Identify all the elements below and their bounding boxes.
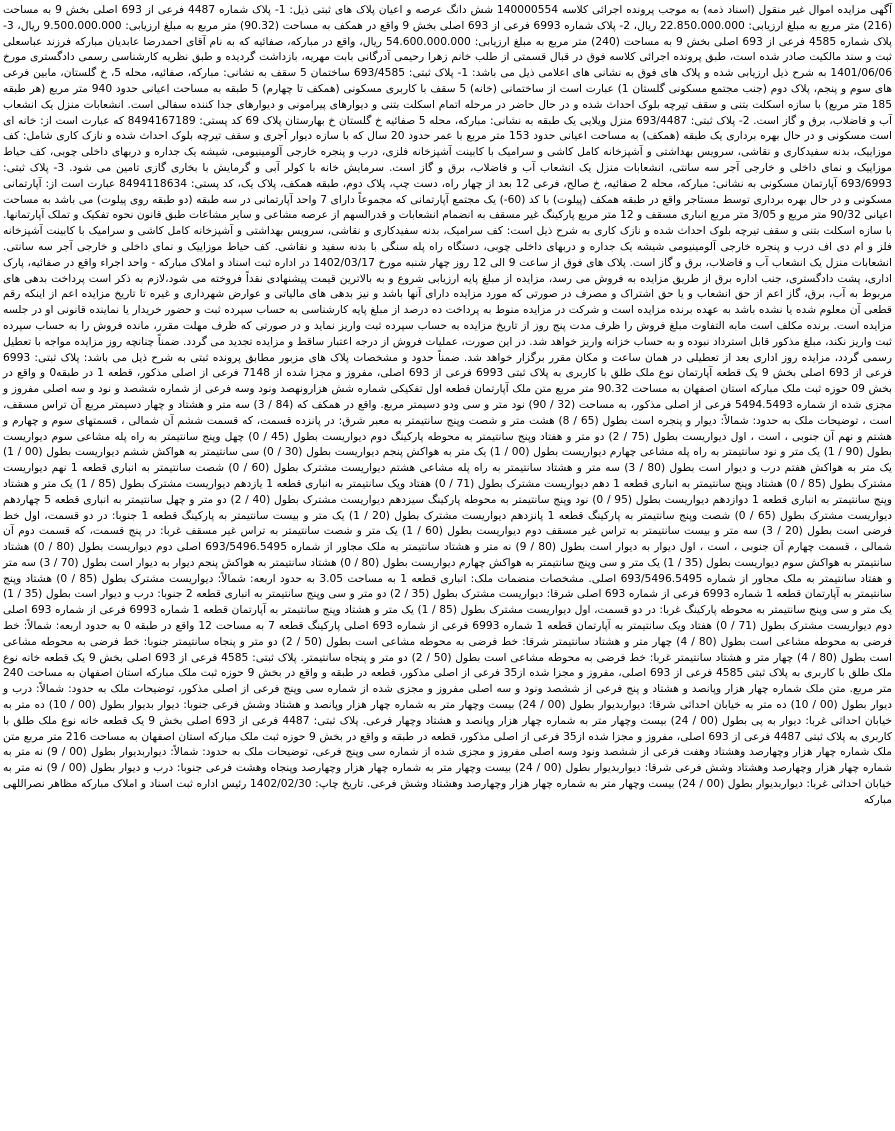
auction-notice-body: آگهی مزایده اموال غیر منقول (اسناد ذمه) به موجب پرونده اجرائی کلاسه 140000554 شش دانگ عرصه و اعیان پلاک های ثبتی ذیل: 1- پلاک شماره 4487 فرعی از 693 اصلی بخش 9 به مساحت (216) متر مربع به مبلغ ارزیابی: 22.850.000.000 ریال، 2- پلاک شماره 6993 فرعی از 693 اصلی بخش 9 واقع در همکف به مساحت (90.32) متر مربع به مبلغ ارزیابی: 9.500.000.000 ریال، 3-پلاک شماره 4585 فرعی از 693 اصلی بخش 9 به مساحت (240) متر مربع به مبلغ ارزیابی: 54.600.000.000 ریال، واقع در مبارکه، صفائیه که به نام آقای احمدرضا عابدیان مبارکه فرزند عباسعلی ثبت و سند مالکیت صادر شده است، طبق پرونده اجرائی کلاسه فوق در قبال قسمتی از طلب خانم زهرا رحیمی آدرگانی بابت مهریه، بازداشت گردیده و طبق نظریه کارشناسی رسمی دادگستری مورخ 1401/06/06 به شرح ذیل ارزیابی شده و پلاک های فوق به نشانی های اعلامی ذیل می باشد: 1- پلاک ثبتی: 693/4585 ساختمان 5 سقف به نشانی: مبارکه، صفائیه، محله 5، خ گلستان، مابین فرعی های سوم و پنجم، پلاک دوم (جنب مجتمع مسکونی گلستان 1) عبارت است از ساختمانی (خانه) 5 سقف با کاربری مسکونی (همکف تا چهارم) 5 طبقه به مساحت اعیانی حدود 940 متر مربع (هر طبقه 185 متر مربع) با سازه اسکلت بتنی و سقف تیرچه بلوک احداث شده و در حال حاضر در مرحله اتمام اسکلت بتنی و دیوارهای پیرامونی و دیوارهای جدا کننده سفالی است. انشعابات منزل یک انشعاب آب و فاضلاب، برق و گاز است. 2- پلاک ثبتی: 693/4487 منزل ویلایی یک طبقه به نشانی: مبارکه، محله 5 صفائیه خ گلستان خ بهارستان پلاک 69 کد پستی: 8494167189 که عبارت است از: خانه ای است مسکونی و در حال بهره برداری یک طبقه (همکف) به مساحت اعیانی حدود 153 متر مربع با عمر حدود 20 سال که با سازه دیوار آجری و سقف تیرچه بلوک احداث شده و نازک کاری شامل: کف موزاییک، بدنه سفیدکاری و نقاشی، سرویس بهداشتی و آشپزخانه کامل کاشی و سرامیک با کابینت آشپزخانه فلزی، درب و پنجره خارجی آلومینیومی، شیشه یک جداره و دربهای داخلی چوبی، کف حیاط موزاییک و نمای داخلی و خارجی آجر سه سانتی، انشعابات منزل یک انشعاب آب و فاضلاب، برق و گاز است. سرمایش خانه با کولر آبی و گرمایش با بخاری گازی تامین می شود. 3- پلاک ثبتی: 693/6993 آپارتمان مسکونی به نشانی: مبارکه، محله 2 صفائیه، خ صالح، فرعی 12 بعد از چهار راه، دست چپ، پلاک دوم، طبقه همکف، پلاک یک، کد پستی: 8494118634 عبارت است از: آپارتمانی مسکونی و در حال بهره برداری توسط مستاجر واقع در طبقه همکف (پیلوت) با کد (60-) یک مجتمع آپارتمانی که مجموعاً دارای 7 واحد آپارتمانی در سه طبقه (دو طبقه روی پیلوت) می باشد به مساحت اعیانی 90/32 متر مربع و 3/05 متر مربع انباری مسقف و 12 متر مربع پارکینگ غیر مسقف به انضمام انشعابات و قدرالسهم از عرصه مشاعی و سایر مشاعات طبق قانون نحوه تفکیک و تملک آپارتمانها. با سازه اسکلت بتنی و سقف تیرچه بلوک احداث شده و نازک کاری به شرح ذیل است: کف سرامیک، بدنه سفیدکاری و نقاشی، سرویس بهداشتی و آشپزخانه کامل کاشی و سرامیک با کابینت آشپزخانه فلز و ام دی اف درب و پنجره خارجی آلومینیومی شیشه یک جداره و دربهای داخلی چوبی، دستگاه راه پله سنگی با بدنه سفید و نقاشی. کف حیاط موزاییک و نمای داخلی و خارجی آجر سه سانتی. انشعابات منزل یک انشعاب آب و فاضلاب، برق و گاز است. پلاک های فوق از ساعت 9 الی 12 روز چهار شنبه مورخ 1402/03/17 در اداره ثبت اسناد و املاک مبارکه - واحد اجراء واقع در صفائیه، پارک اداری، پشت دادگستری، جنب اداره برق از طریق مزایده به فروش می رسد، مزایده از مبلغ پایه ارزیابی شروع و به بالاترین قیمت پیشنهادی نقداً فروخته می شود،لازم به ذکر است پرداخت بدهی های مربوط به آب، برق، گاز اعم از حق انشعاب و یا حق اشتراک و مصرف در صورتی که مورد مزایده دارای آنها باشد و نیز بدهی های مالیاتی و عوارض شهرداری و غیره تا تاریخ مزایده اعم از اینکه رقم قطعی آن معلوم شده یا نشده باشد به عهده برنده مزایده است و شرکت در مزایده منوط به پرداخت ده درصد از مبلغ پایه کارشناسی به حساب سپرده ثبت و حضور خریدار یا نماینده قانونی او در جلسه مزایده است. برنده مکلف است مابه التفاوت مبلغ فروش را ظرف مدت پنج روز از تاریخ مزایده به حساب سپرده ثبت واریز نماید و در صورتی که ظرف مهلت مقرر، مانده فروش را به حساب سپرده ثبت واریز نکند، مبلغ مذکور قابل استرداد نبوده و به حساب خزانه واریز خواهد شد. در این صورت، عملیات فروش از درجه اعتبار ساقط و مزایده تجدید می گردد. ضمناً چنانچه روز مزایده مواجه با تعطیل رسمی گردد، مزایده روز اداری بعد از تعطیلی در همان ساعت و مکان مقرر برگزار خواهد شد. ضمناً حدود و مشخصات پلاک های مزبور مطابق پرونده ثبتی به شرح ذیل می باشد: پلاک ثبتی: 6993 فرعی از 693 اصلی بخش 9 یک قطعه آپارتمان نوع ملک طلق با کاربری به پلاک ثبتی 6993 فرعی از 693 اصلی، مفروز و مجزا شده از 7148 فرعی از اصلی مذکور، قطعه 1 در طبقه0 و واقع در بخش 09 حوزه ثبت ملک مبارکه استان اصفهان به مساحت 90.32 متر مربع متن ملک آپارتمان قطعه اول تفکیکی شماره شش هزارونهصد ونود وسه فرعی از شماره ششصد و نود و سه اصلی مفروز و مجزی شده از شماره 5494.5493 فرعی از اصلی مذکور، به مساحت (32 / 90) نود متر و سی ودو دسیمتر مربع. واقع در همکف که (84 / 3) سه متر و هشتاد و چهار دسیمتر مربع آن تراس مسقف، است ، توضیحات ملک به حدود: شمالاً: دیوار و پنجره است بطول (65 / 8) هشت متر و شصت وپنج سانتیمتر به معبر شرق: در پانزده قسمت، که قسمت ششم آن شمالی ، قسمتهای سوم و چهارم و هشتم و نهم آن جنوبی ، است ، اول دیواریست بطول (75 / 2) دو متر و هفتاد وپنج سانتیمتر به محوطه پارکینگ دوم دیواریست بطول (45 / 0) چهل وپنج سانتیمتر به راه پله مشاعی سوم دیواریست بطول (90 / 1) یک متر و نود سانتیمتر به راه پله مشاعی چهارم دیواریست بطول (00 / 1) یک متر به هواکش پنجم دیواریست بطول (30 / 0) سی سانتیمتر به هواکش ششم دیواریست بطول (00 / 1) یک متر به هواکش هفتم درب و دیوار است بطول (80 / 3) سه متر و هشتاد سانتیمتر به راه پله مشاعی هشتم دیواریست مشترک بطول (60 / 0) شصت سانتیمتر به انباری قطعه 1 نهم دیواریست مشترک بطول (85 / 0) هشتاد وپنج سانتیمتر به انباری قطعه 1 دهم دیواریست مشترک بطول (71 / 0) هفتاد ویک سانتیمتر به انباری قطعه 1 یازدهم دیواریست مشترک بطول (85 / 1) یک متر و هشتاد وپنج سانتیمتر به انباری قطعه 1 دوازدهم دیواریست بطول (95 / 0) نود وپنج سانتیمتر به محوطه پارکینگ سیزدهم دیواریست مشترک بطول (40 / 2) دو متر و چهل سانتیمتر به انباری قطعه 5 چهاردهم دیواریست مشترک بطول (65 / 0) شصت وپنج سانتیمتر به پارکینگ قطعه 1 پانزدهم دیواریست مشترک بطول (20 / 1) یک متر و بیست سانتیمتر به پارکینگ قطعه 1 جنوبا: در دو قسمت، اول خط فرضی است بطول (20 / 3) سه متر و بیست سانتیمتر به تراس غیر مسقف دوم دیواریست بطول (60 / 1) یک متر و شصت سانتیمتر به تراس غیر مسقف غربا: در پنج قسمت، که قسمت دوم آن شمالی ، قسمت چهارم آن جنوبی ، است ، اول دیوار به دیوار است بطول (80 / 9) نه متر و هشتاد سانتیمتر به ملک مجاور از شماره 693/5496.5495 اصلی دوم دیواریست بطول (80 / 0) هشتاد سانتیمتر به هواکش سوم دیواریست بطول (35 / 1) یک متر و سی وپنج سانتیمتر به هواکش چهارم دیواریست بطول (80 / 0) هشتاد سانتیمتر به هواکش پنجم دیوار به دیوار است بطول (70 / 3) سه متر و هفتاد سانتیمتر به ملک مجاور از شماره 693/5496.5495 اصلی. مشخصات منضمات ملک: انباری قطعه 1 به مساحت 3.05 به حدود اربعه: شمالاً: دیواریست مشترک بطول (85 / 0) هشتاد وپنج سانتیمتر به آپارتمان قطعه 1 شماره 6993 فرعی از شماره 693 اصلی شرقا: دیواریست مشترک بطول (35 / 2) دو متر و سی وپنج سانتیمتر به انباری قطعه 2 جنوبا: درب و دیوار است بطول (35 / 1) یک متر و سی وپنج سانتیمتر به محوطه پارکینگ غربا: در دو قسمت، اول دیواریست مشترک بطول (85 / 1) یک متر و هشتاد وپنج سانتیمتر به آپارتمان قطعه 1 شماره 6993 فرعی از شماره 693 اصلی دوم دیواریست مشترک بطول (71 / 0) هفتاد ویک سانتیمتر به آپارتمان قطعه 1 شماره 6993 فرعی از شماره 693 اصلی پارکینگ قطعه 7 به مساحت 12 واقع در طبقه 0 به حدود اربعه: شمالاً: خط فرضی به محوطه مشاعی است بطول (80 / 4) چهار متر و هشتاد سانتیمتر شرقا: خط فرضی به محوطه مشاعی است بطول (50 / 2) دو متر و پنجاه سانتیمتر جنوبا: خط فرضی به محوطه مشاعی است بطول (80 / 4) چهار متر و هشتاد سانتیمتر غربا: خط فرضی به محوطه مشاعی است بطول (50 / 2) دو متر و پنجاه سانتیمتر. پلاک ثبتی: 4585 فرعی از 693 اصلی بخش 9 یک قطعه خانه نوع ملک طلق با کاربری به پلاک ثبتی 4585 فرعی از 693 اصلی، مفروز و مجزا شده از35 فرعی از اصلی مذکور، قطعه در طبقه و واقع در بخش 9 حوزه ثبت ملک مبارکه استان اصفهان به مساحت 240 متر مربع. متن ملک شماره چهار هزار وپانصد و هشتاد و پنج فرعی از ششصد ونود و سه اصلی مفروز و مجزی شده از شماره سی وپنج فرعی از اصلی مذکور، توضیحات ملک به حدود: شمالاً: درب و دیوار بطول (00 / 10) ده متر به خیابان احداثی شرقا: دیواربدیوار بطول (00 / 24) بیست وچهار متر به شماره چهار هزار وپانصد و هشتاد وشش فرعی جنوبا: دیوار بدیوار بطول (00 / 10) ده متر به خیابان احداثی غربا: دیوار به پی بطول (00 / 24) بیست وچهار متر به شماره چهار هزار وپانصد و هشتاد وچهار فرعی. پلاک ثبتی: 4487 فرعی از 693 اصلی بخش 9 یک قطعه خانه نوع ملک طلق با کاربری به پلاک ثبتی 4487 فرعی از 693 اصلی، مفروز و مجزا شده از35 فرعی از اصلی مذکور، قطعه در طبقه و واقع در بخش 9 حوزه ثبت ملک مبارکه استان اصفهان به مساحت 216 متر مربع متن ملک شماره چهار هزار وچهارصد وهشتاد وهفت فرعی از ششصد ونود وسه اصلی مفروز و مجزی شده از شماره سی وپنج فرعی، توضیحات ملک به حدود: شمالاً: دیواربدیوار بطول (00 / 9) نه متر به شماره چهار هزار وچهارصد وهشتاد وشش فرعی شرقا: دیواربدیوار بطول (00 / 24) بیست وچهار متر به شماره چهار هزار وچهارصد وپنجاه وهشت فرعی جنوبا: درب و دیوار بطول (00 / 9) نه متر به خیابان احداثی غربا: دیواربدیوار بطول (00 / 24) بیست وچهار متر به شماره چهار هزار وچهارصد وهشتاد وشش فرعی. تاریخ چاپ: 1402/02/30 رئیس اداره ثبت اسناد و املاک مبارکه مظاهر نصراللهی مبارکه [3, 3, 893, 806]
